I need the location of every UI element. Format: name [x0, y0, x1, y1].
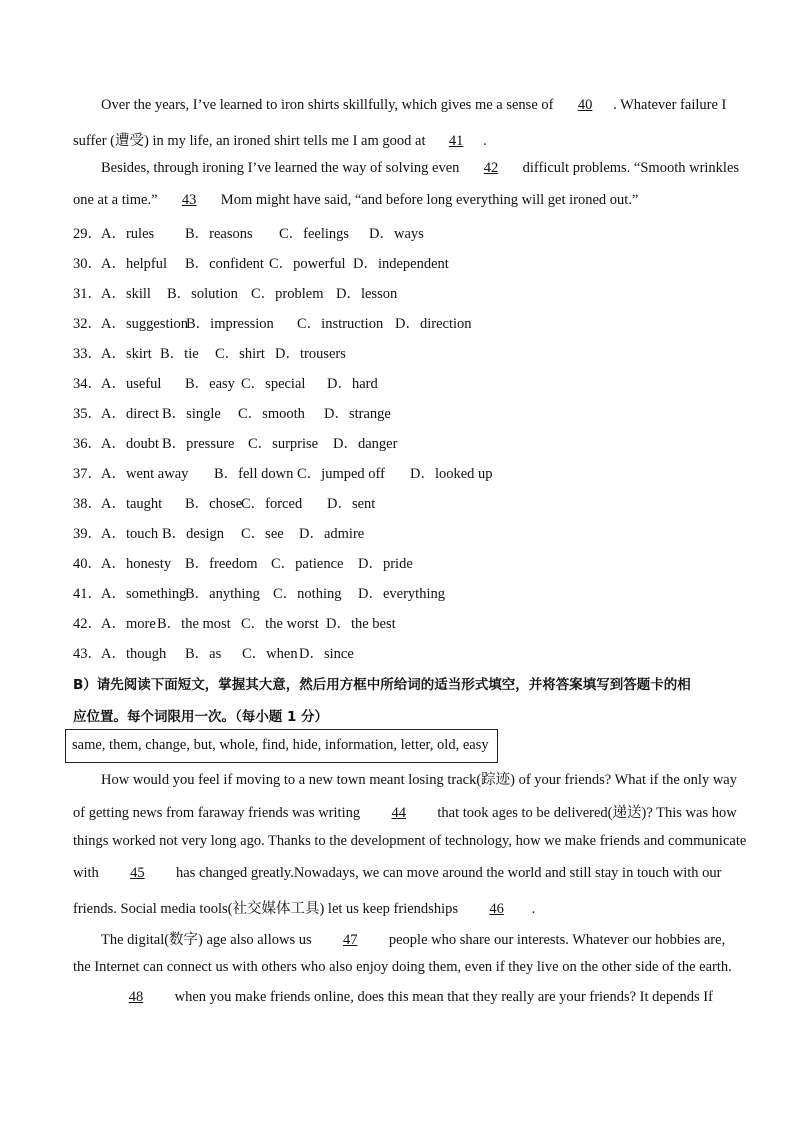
option-a: A．rules	[101, 226, 155, 242]
option-a: A．honesty	[101, 556, 172, 572]
option-c: C．patience	[271, 556, 344, 572]
passage-b-line-8	[101, 989, 713, 1006]
question-40	[73, 552, 413, 573]
text: . Whatever failure I	[613, 97, 727, 113]
option-a: A．helpful	[101, 256, 168, 272]
question-number: 29．	[73, 226, 102, 242]
option-d: D．strange	[324, 406, 391, 422]
option-d: D．everything	[358, 586, 445, 602]
option-b: B．impression	[186, 316, 274, 332]
option-a: A．more	[101, 616, 156, 632]
option-d: D．looked up	[410, 466, 493, 482]
option-a: A．doubt	[101, 436, 159, 452]
text: friends. Social media tools(社交媒体工具) let us keep friendships	[73, 901, 458, 917]
text: difficult problems. “Smooth wrinkles	[522, 160, 740, 176]
text: Besides, through ironing I’ve learned the way of solving even	[101, 160, 460, 176]
question-number: 36．	[73, 436, 102, 452]
option-b: B．the most	[157, 616, 231, 632]
option-b: B．easy	[185, 376, 235, 392]
option-d: D．hard	[327, 376, 378, 392]
option-c: C．when	[242, 646, 298, 662]
option-b: B．chose	[185, 496, 243, 512]
blank-46: 46	[489, 901, 504, 917]
blank-47: 47	[342, 932, 358, 948]
option-d: D．the best	[326, 616, 396, 632]
question-41	[73, 582, 445, 603]
question-number: 37．	[73, 466, 102, 482]
option-c: C．forced	[241, 496, 303, 512]
text: suffer (遭受) in my life, an ironed shirt tells me I am good at	[73, 133, 426, 149]
option-d: D．sent	[327, 496, 376, 512]
passage-b-line-7: the Internet can connect us with others who also enjoy doing them, even if they live on the other side of the earth.	[73, 959, 732, 975]
option-b: B．solution	[167, 286, 238, 302]
section-b-instruction-line-2: 应位置。每个词限用一次。（每小题 1 分）	[73, 709, 329, 725]
option-c: C．see	[241, 526, 284, 542]
question-31	[73, 282, 397, 303]
option-a: A．suggestion	[101, 316, 188, 332]
option-b: B．reasons	[185, 226, 253, 242]
option-d: D．danger	[333, 436, 398, 452]
option-c: C．problem	[251, 286, 324, 302]
text: Mom might have said, “and before long everything will get ironed out.”	[220, 192, 639, 208]
text: people who share our interests. Whatever our hobbies are,	[388, 932, 726, 948]
passage-b-line-5	[73, 897, 535, 918]
option-d: D．admire	[299, 526, 365, 542]
option-d: D．ways	[369, 226, 424, 242]
question-36	[73, 432, 397, 453]
passage-b-line-1: How would you feel if moving to a new town meant losing track(踪迹) of your friends? What if the only way	[101, 772, 737, 788]
question-33	[73, 342, 346, 363]
question-29	[73, 222, 424, 243]
passage-b-line-2	[73, 801, 737, 822]
option-a: A．taught	[101, 496, 163, 512]
passage-a-line-2	[73, 129, 487, 150]
question-42	[73, 612, 396, 633]
question-number: 35．	[73, 406, 102, 422]
option-a: A．skirt	[101, 346, 152, 362]
option-c: C．jumped off	[297, 466, 385, 482]
option-a: A．touch	[101, 526, 159, 542]
question-43	[73, 642, 354, 663]
question-37	[73, 462, 493, 483]
option-c: C．shirt	[215, 346, 265, 362]
question-number: 30．	[73, 256, 102, 272]
blank-41: 41	[448, 133, 464, 149]
section-b-instruction-line-1: B）请先阅读下面短文，掌握其大意，然后用方框中所给词的适当形式填空，并将答案填写到答题卡的相	[73, 677, 691, 693]
option-b: B．fell down	[214, 466, 294, 482]
passage-a-line-1	[101, 97, 726, 114]
question-number: 34．	[73, 376, 102, 392]
option-b: B．freedom	[185, 556, 258, 572]
blank-48: 48	[128, 989, 144, 1005]
option-d: D．direction	[395, 316, 472, 332]
question-number: 43．	[73, 646, 102, 662]
text: .	[531, 901, 536, 917]
question-number: 31．	[73, 286, 102, 302]
question-39	[73, 522, 364, 543]
option-a: A．skill	[101, 286, 151, 302]
question-number: 39．	[73, 526, 102, 542]
option-c: C．special	[241, 376, 306, 392]
passage-b-line-4	[73, 865, 722, 882]
text: .	[483, 133, 487, 149]
option-a: A．something	[101, 586, 187, 602]
blank-43: 43	[181, 192, 197, 208]
option-a: A．went away	[101, 466, 189, 482]
option-b: B．single	[162, 406, 221, 422]
option-a: A．useful	[101, 376, 162, 392]
question-number: 38．	[73, 496, 102, 512]
text: that took ages to be delivered(递送)? This was how	[437, 805, 737, 821]
option-a: A．direct	[101, 406, 159, 422]
option-a: A．though	[101, 646, 167, 662]
passage-b-line-6	[101, 928, 725, 949]
word-box-text: same, them, change, but, whole, find, hide, information, letter, old, easy	[72, 737, 489, 753]
question-30	[73, 252, 449, 273]
blank-42: 42	[483, 160, 499, 176]
blank-44: 44	[391, 805, 406, 821]
question-35	[73, 402, 391, 423]
option-d: D．trousers	[275, 346, 346, 362]
option-d: D．independent	[353, 256, 449, 272]
option-b: B．pressure	[162, 436, 235, 452]
option-c: C．instruction	[297, 316, 384, 332]
question-34	[73, 372, 378, 393]
option-d: D．since	[299, 646, 354, 662]
option-c: C．surprise	[248, 436, 319, 452]
text: with	[73, 865, 99, 881]
blank-40: 40	[577, 97, 593, 113]
question-number: 40．	[73, 556, 102, 572]
option-c: C．the worst	[241, 616, 319, 632]
question-32	[73, 312, 472, 333]
text: has changed greatly.Nowadays, we can move around the world and still stay in touch with our	[176, 865, 722, 881]
question-number: 41．	[73, 586, 102, 602]
option-c: C．feelings	[279, 226, 350, 242]
option-b: B．tie	[160, 346, 199, 362]
text: Over the years, I’ve learned to iron shirts skillfully, which gives me a sense of	[101, 97, 554, 113]
option-b: B．design	[162, 526, 225, 542]
passage-a-line-4	[73, 192, 638, 209]
question-number: 32．	[73, 316, 102, 332]
option-d: D．pride	[358, 556, 413, 572]
option-b: B．confident	[185, 256, 264, 272]
question-number: 42．	[73, 616, 102, 632]
text: of getting news from faraway friends was writing	[73, 805, 361, 821]
option-c: C．powerful	[269, 256, 346, 272]
passage-a-line-3	[101, 160, 739, 177]
blank-45: 45	[130, 865, 145, 881]
option-c: C．nothing	[273, 586, 342, 602]
text: when you make friends online, does this mean that they really are your friends? It depends If	[174, 989, 713, 1005]
text: one at a time.”	[73, 192, 158, 208]
word-box	[65, 729, 498, 763]
question-number: 33．	[73, 346, 102, 362]
option-d: D．lesson	[336, 286, 398, 302]
option-b: B．anything	[185, 586, 260, 602]
passage-b-line-3: things worked not very long ago. Thanks to the development of technology, how we make friends and communicate	[73, 833, 747, 849]
option-b: B．as	[185, 646, 222, 662]
option-c: C．smooth	[238, 406, 305, 422]
text: The digital(数字) age also allows us	[101, 932, 312, 948]
question-38	[73, 492, 375, 513]
